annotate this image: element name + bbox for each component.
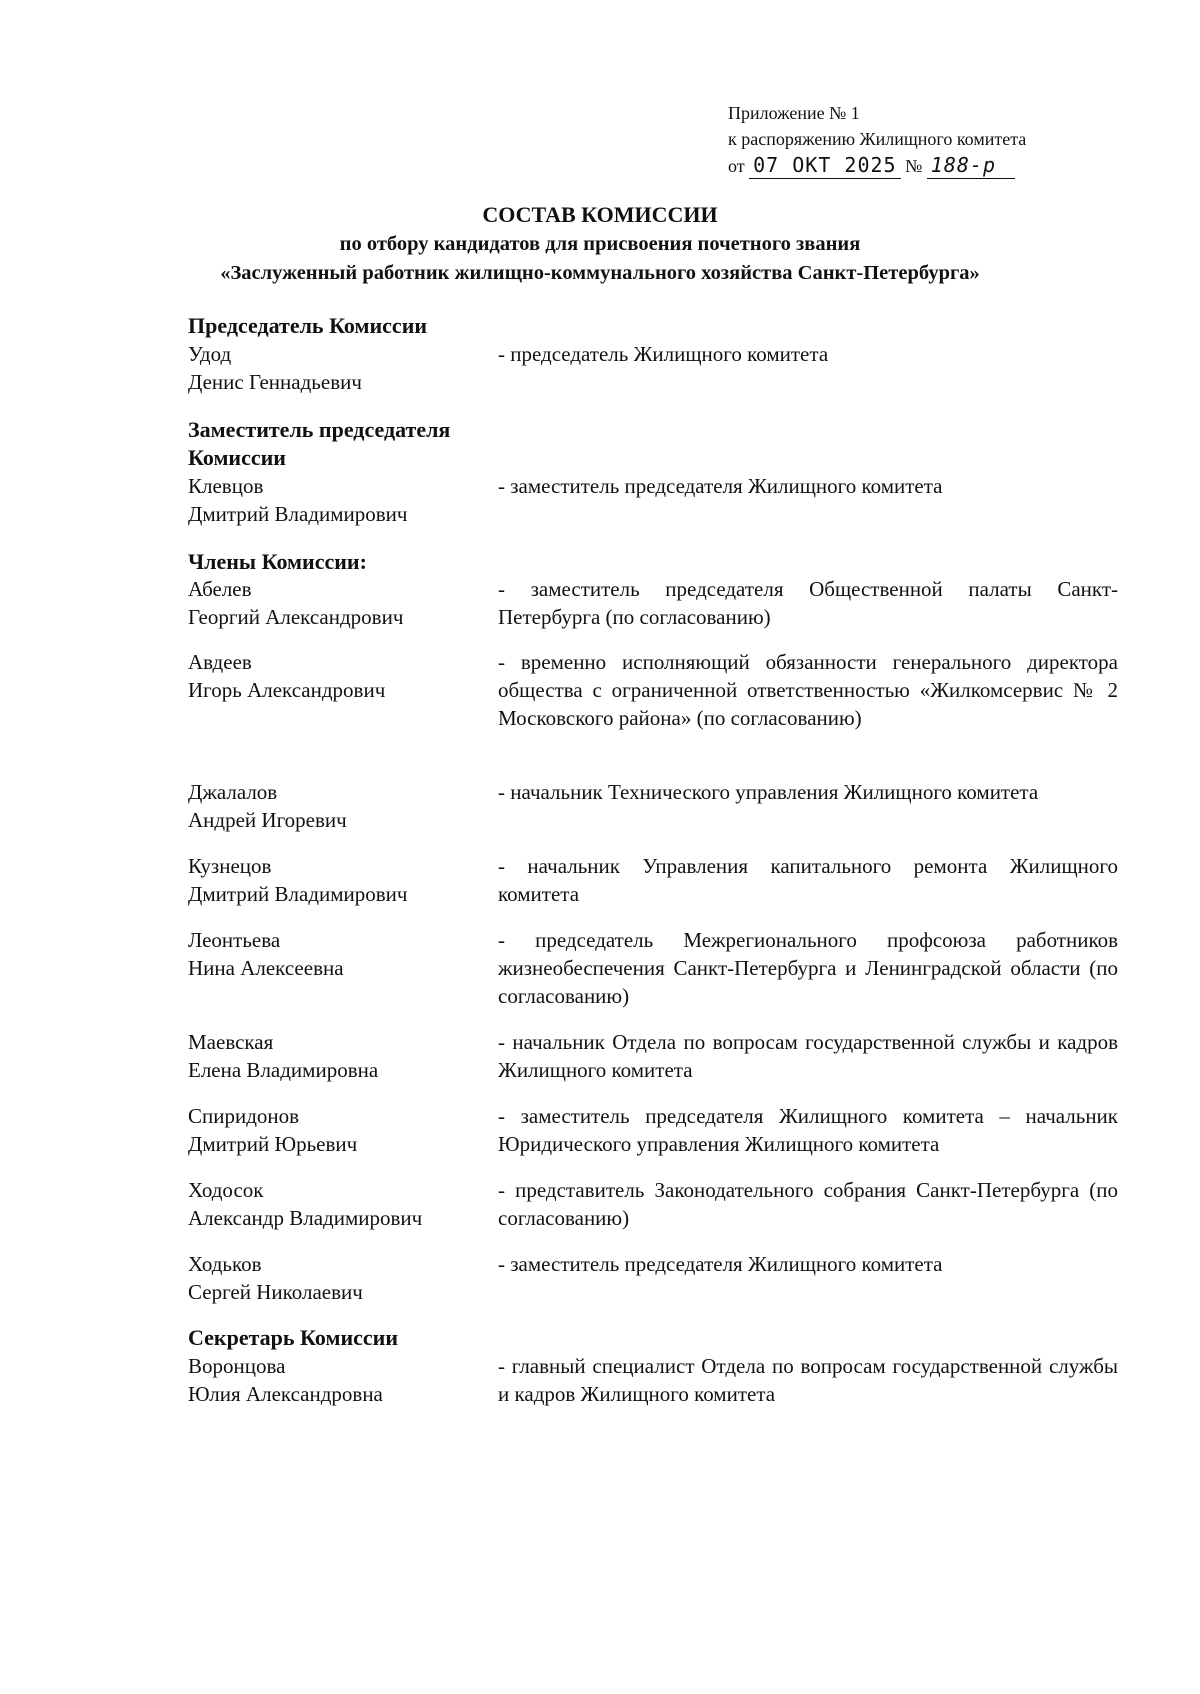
title-subtitle-2: «Заслуженный работник жилищно-коммунального хозяйства Санкт-Петербурга» bbox=[220, 262, 980, 284]
deputy-entry bbox=[188, 472, 1118, 528]
person-given-name: Андрей Игоревич bbox=[188, 808, 347, 832]
person-given-name: Дмитрий Владимирович bbox=[188, 882, 408, 906]
member-entry bbox=[188, 926, 1118, 1010]
list-item bbox=[188, 926, 1118, 1010]
person-position: - начальник Управления капитального ремонта Жилищного комитета bbox=[498, 854, 1118, 906]
member-entry bbox=[188, 1028, 1118, 1084]
list-item bbox=[188, 1250, 1118, 1306]
secretary-section bbox=[188, 1324, 1118, 1408]
person-surname: Ходосок bbox=[188, 1178, 264, 1202]
person-given-name: Нина Алексеевна bbox=[188, 956, 344, 980]
person-given-name: Александр Владимирович bbox=[188, 1206, 423, 1230]
list-item bbox=[188, 1102, 1118, 1158]
member-entry bbox=[188, 1102, 1118, 1158]
appendix-order-ref: к распоряжению Жилищного комитета bbox=[728, 129, 1027, 149]
date-prefix: от bbox=[728, 156, 745, 176]
deputy-heading-line2: Комиссии bbox=[188, 445, 286, 470]
person-given-name: Елена Владимировна bbox=[188, 1058, 379, 1082]
title-main: СОСТАВ КОМИССИИ bbox=[482, 202, 718, 227]
person-name bbox=[188, 472, 498, 528]
person-position: - заместитель председателя Общественной палаты Санкт-Петербурга (по согласованию) bbox=[498, 577, 1118, 629]
person-position: - представитель Законодательного собрания Санкт-Петербурга (по согласованию) bbox=[498, 1178, 1118, 1230]
member-entry bbox=[188, 648, 1118, 732]
chairman-heading: Председатель Комиссии bbox=[188, 313, 428, 338]
person-given-name: Дмитрий Владимирович bbox=[188, 502, 408, 526]
person-position: - главный специалист Отдела по вопросам государственной службы и кадров Жилищного комитета bbox=[498, 1354, 1118, 1406]
document-title bbox=[0, 200, 1200, 288]
person-position: - начальник Отдела по вопросам государственной службы и кадров Жилищного комитета bbox=[498, 1030, 1118, 1082]
members-heading: Члены Комиссии: bbox=[188, 549, 367, 574]
person-surname: Удод bbox=[188, 342, 232, 366]
person-name bbox=[188, 1250, 498, 1306]
member-entry bbox=[188, 778, 1118, 834]
list-item bbox=[188, 1176, 1118, 1232]
members-heading-section bbox=[188, 548, 1118, 576]
list-item bbox=[188, 778, 1118, 834]
person-name bbox=[188, 575, 498, 631]
person-name bbox=[188, 1176, 498, 1232]
member-entry bbox=[188, 1250, 1118, 1306]
list-item bbox=[188, 575, 1118, 631]
person-position: - заместитель председателя Жилищного комитета bbox=[498, 1252, 943, 1276]
list-item bbox=[188, 648, 1118, 732]
person-surname: Ходьков bbox=[188, 1252, 262, 1276]
person-name bbox=[188, 926, 498, 1010]
secretary-heading: Секретарь Комиссии bbox=[188, 1325, 399, 1350]
person-given-name: Георгий Александрович bbox=[188, 605, 404, 629]
person-name bbox=[188, 1102, 498, 1158]
member-entry bbox=[188, 852, 1118, 908]
person-surname: Воронцова bbox=[188, 1354, 286, 1378]
person-position: - временно исполняющий обязанности генерального директора общества с ограниченной ответственностью «Жилкомсервис № 2 Московского района» (по согласованию) bbox=[498, 650, 1118, 730]
person-surname: Кузнецов bbox=[188, 854, 272, 878]
order-number: 188-р bbox=[927, 152, 1015, 179]
person-name bbox=[188, 648, 498, 732]
order-date: 07 ОКТ 2025 bbox=[749, 152, 900, 179]
list-item bbox=[188, 1028, 1118, 1084]
list-item bbox=[188, 852, 1118, 908]
person-name bbox=[188, 778, 498, 834]
secretary-entry bbox=[188, 1352, 1118, 1408]
appendix-block bbox=[728, 100, 1026, 179]
person-given-name: Дмитрий Юрьевич bbox=[188, 1132, 358, 1156]
person-given-name: Денис Геннадьевич bbox=[188, 370, 362, 394]
person-given-name: Сергей Николаевич bbox=[188, 1280, 363, 1304]
title-subtitle-1: по отбору кандидатов для присвоения почетного звания bbox=[339, 233, 861, 255]
person-surname: Спиридонов bbox=[188, 1104, 300, 1128]
appendix-date-line bbox=[728, 152, 1026, 179]
person-surname: Абелев bbox=[188, 577, 252, 601]
person-surname: Маевская bbox=[188, 1030, 274, 1054]
person-given-name: Игорь Александрович bbox=[188, 678, 386, 702]
person-name bbox=[188, 1352, 498, 1408]
person-position: - заместитель председателя Жилищного комитета bbox=[498, 474, 943, 498]
person-position: - председатель Жилищного комитета bbox=[498, 342, 829, 366]
person-surname: Джалалов bbox=[188, 780, 278, 804]
person-surname: Авдеев bbox=[188, 650, 252, 674]
person-name bbox=[188, 1028, 498, 1084]
person-position: - заместитель председателя Жилищного комитета – начальник Юридического управления Жилищного комитета bbox=[498, 1104, 1118, 1156]
person-surname: Клевцов bbox=[188, 474, 264, 498]
chairman-entry bbox=[188, 340, 1118, 396]
person-position: - начальник Технического управления Жилищного комитета bbox=[498, 780, 1039, 804]
number-prefix: № bbox=[905, 156, 923, 176]
appendix-number: Приложение № 1 bbox=[728, 103, 860, 123]
chairman-section bbox=[188, 312, 1118, 396]
person-name bbox=[188, 852, 498, 908]
member-entry bbox=[188, 1176, 1118, 1232]
person-given-name: Юлия Александровна bbox=[188, 1382, 383, 1406]
deputy-section bbox=[188, 416, 1118, 528]
person-name bbox=[188, 340, 498, 396]
member-entry bbox=[188, 575, 1118, 631]
person-position: - председатель Межрегионального профсоюза работников жизнеобеспечения Санкт-Петербурга и Ленинградской области (по согласованию) bbox=[498, 928, 1118, 1008]
deputy-heading-line1: Заместитель председателя bbox=[188, 417, 451, 442]
person-surname: Леонтьева bbox=[188, 928, 281, 952]
